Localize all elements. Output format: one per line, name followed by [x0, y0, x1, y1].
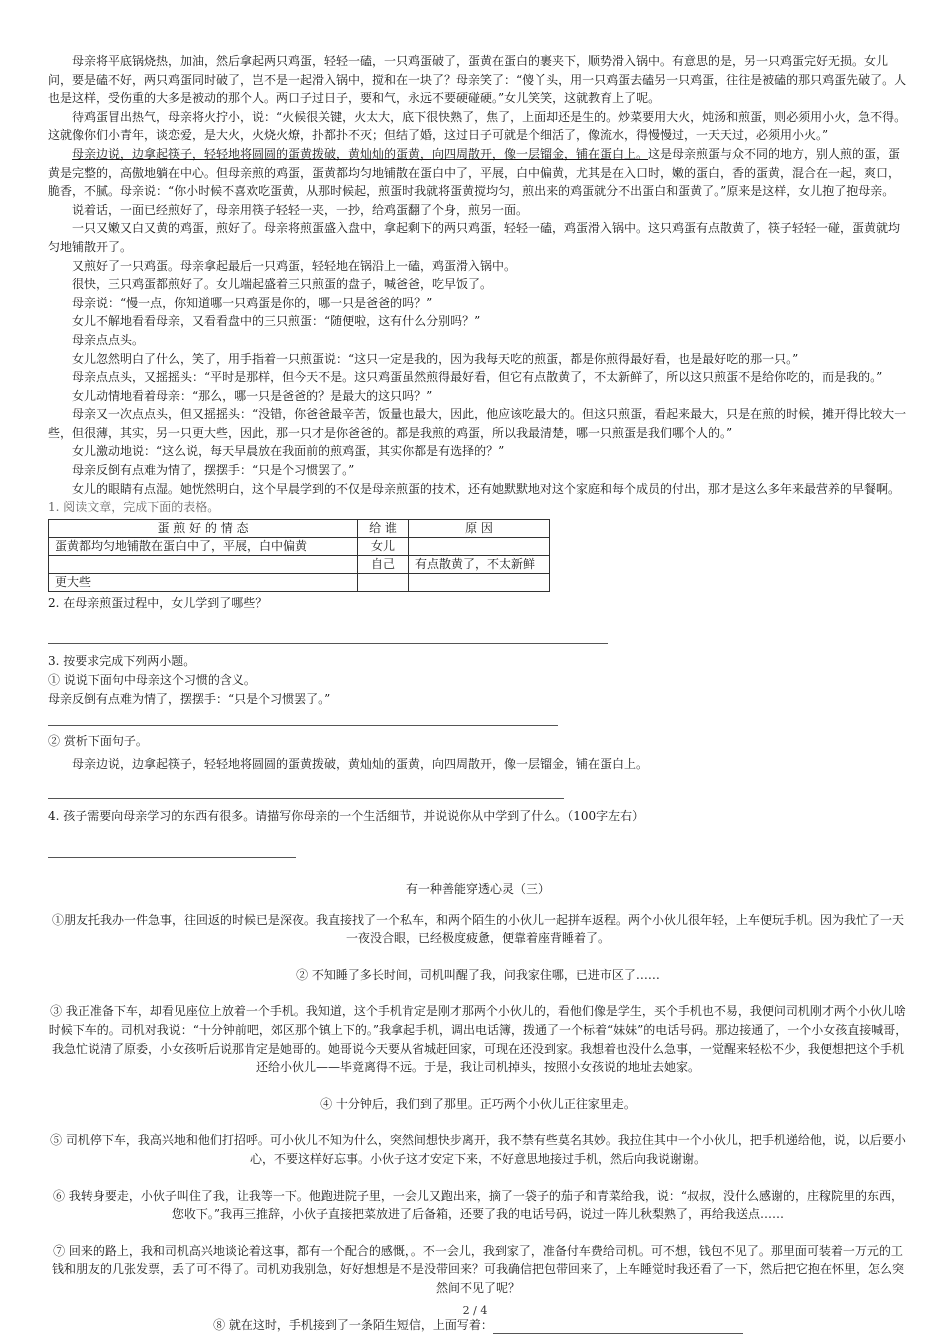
answer-blank[interactable]: [493, 1321, 743, 1334]
table-cell: 自己: [358, 555, 409, 573]
question-3-1: ① 说说下面句中母亲这个习惯的含义。: [48, 673, 256, 688]
table-cell[interactable]: [358, 573, 409, 591]
table-cell[interactable]: [409, 573, 550, 591]
question-3-1-quote: 母亲反倒有点难为情了，摆摆手：“只是个习惯罢了。”: [48, 691, 331, 706]
answer-line[interactable]: [48, 642, 608, 644]
story2-paragraph-4: ④ 十分钟后，我们到了那里。正巧两个小伙儿正往家里走。: [320, 1096, 636, 1111]
table-cell: 有点散黄了，不太新鲜: [409, 555, 550, 573]
table-header-cell: 给 谁: [358, 519, 409, 537]
story-paragraph-4: 说着话，一面已经煎好了，母亲用筷子轻轻一夹，一抄，给鸡蛋翻了个身，煎另一面。: [72, 202, 529, 217]
answer-line[interactable]: [48, 724, 558, 726]
question-3: 3. 按要求完成下列两小题。: [48, 654, 196, 669]
story-paragraph-9: 女儿不解地看看母亲，又看看盘中的三只煎蛋：“随便啦，这有什么分别吗？”: [72, 314, 481, 329]
story-paragraph-14: 母亲又一次点点头，但又摇摇头：“没错，你爸爸最辛苦，饭量也最大，因此，他应该吃最大的。但这只煎蛋，看起来最大，只是在煎的时候，摊开得比较大一些，但很薄，其实，另一只更大些，因此，那一只才是你爸爸的。都是我煎的鸡蛋，所以我最清楚，哪一只煎蛋是我们哪个人的。”: [48, 407, 907, 440]
story2-paragraph-8: [48, 1316, 908, 1335]
table-cell[interactable]: [49, 555, 358, 573]
story-paragraph-1: 母亲将平底锅烧热，加油，然后拿起两只鸡蛋，轻轻一磕，一只鸡蛋破了，蛋黄在蛋白的裹夹下，顺势滑入锅中。有意思的是，另一只鸡蛋完好无损。女儿问，要是磕不好，两只鸡蛋同时破了，岂不是一起滑入锅中，搅和在一块了？母亲笑了：“傻丫头，用一只鸡蛋去磕另一只鸡蛋，往往是被磕的那只鸡蛋先破了。人也是这样，受伤重的大多是被动的那个人。两口子过日子，要和气，永远不要硬碰硬。”女儿笑笑，这就教育上了呢。: [48, 54, 907, 106]
table-cell: 更大些: [49, 573, 358, 591]
question-2: 2. 在母亲煎蛋过程中，女儿学到了哪些？: [48, 595, 268, 610]
story2-title: 有一种善能穿透心灵（三）: [405, 882, 550, 896]
table-cell: 女儿: [358, 537, 409, 555]
story2-paragraph-6: ⑥ 我转身要走，小伙子叫住了我，让我等一下。他跑进院子里，一会儿又跑出来，摘了一袋子的茄子和青菜给我，说：“叔叔，没什么感谢的，庄稼院里的东西，您收下。”我再三推辞，小伙子直接把菜放进了后备箱，还要了我的电话号码，说过一阵儿秋梨熟了，再给我送点……: [53, 1188, 903, 1222]
question-3-2: ② 赏析下面句子。: [48, 734, 148, 749]
question-1: 1. 阅读文章，完成下面的表格。: [48, 500, 220, 515]
story-paragraph-10: 母亲点点头。: [72, 332, 145, 347]
table-cell: 蛋黄都均匀地铺散在蛋白中了，平展，白中偏黄: [49, 537, 358, 555]
story-paragraph-13: 女儿动情地看着母亲：“那么，哪一只是爸爸的？是最大的这只吗？”: [72, 388, 433, 403]
story-paragraph-15: 女儿激动地说：“这么说，每天早晨放在我面前的煎鸡蛋，其实你都是有选择的？”: [72, 444, 505, 459]
story-paragraph-16: 母亲反倒有点难为情了，摆摆手：“只是个习惯罢了。”: [72, 463, 355, 478]
story2-paragraph-5: ⑤ 司机停下车，我高兴地和他们打招呼。可小伙儿不知为什么，突然间想快步离开，我不禁有些莫名其妙。我拉住其中一个小伙儿，把手机递给他，说，以后要小心，不要这样好忘事。小伙子这才安定下来，不好意思地接过手机，然后向我说谢谢。: [50, 1133, 906, 1166]
story-paragraph-3: [48, 145, 908, 201]
table-header-cell: 原 因: [409, 519, 550, 537]
story-paragraph-17: 女儿的眼睛有点湿。她恍然明白，这个早晨学到的不仅是母亲煎蛋的技术，还有她默默地对这个家庭和每个成员的付出，那才是这么多年来最营养的早餐啊。: [72, 481, 901, 496]
story2-paragraph-1: ①朋友托我办一件急事，往回返的时候已是深夜。我直接找了一个私车，和两个陌生的小伙儿一起拼车返程。两个小伙儿很年轻，上车便玩手机。因为我忙了一天一夜没合眼，已经极度疲惫，便靠着座背睡着了。: [51, 912, 904, 946]
table-header-cell: 蛋 煎 好 的 情 态: [49, 519, 358, 537]
document-page: [48, 52, 908, 1334]
answer-table: [48, 519, 550, 592]
story2-paragraph-8-text: ⑧ 就在这时，手机接到了一条陌生短信，上面写着：: [213, 1317, 493, 1332]
story2-paragraph-3: ③ 我正准备下车，却看见座位上放着一个手机。我知道，这个手机肯定是刚才那两个小伙儿的，看他们像是学生，买个手机也不易，我便问司机刚才两个小伙儿啥时候下车的。司机对我说：“十分钟前吧，郊区那个镇上下的。”我拿起手机，调出电话簿，拨通了一个标着“妹妹”的电话号码。那边接通了，一个小女孩直接喊哥，我急忙说清了原委，小女孩听后说那肯定是她哥的。她哥说今天要从省城赶回家，可现在还没到家。我想着也没什么急事，一觉醒来轻松不少，我便想把这个手机还给小伙儿——毕竟离得不远。于是，我让司机掉头，按照小女孩说的地址去她家。: [48, 1004, 908, 1075]
story-paragraph-3-rest: 这是母亲煎蛋与众不同的地方，别人煎的蛋，蛋黄是完整的，高傲地躺在中心。但母亲煎的鸡蛋，蛋黄都均匀地铺散在蛋白中了，平展，白中偏黄，尤其是在入口时，嫩的蛋白，香的蛋黄，混合在一起，爽口，脆香，不腻。母亲说：“你小时候不喜欢吃蛋黄，从那时候起，煎蛋时我就将蛋黄搅均匀，煎出来的鸡蛋就分不出蛋白和蛋黄了。”原来是这样，女儿抱了抱母亲。: [48, 146, 901, 199]
story-paragraph-8: 母亲说：“慢一点，你知道哪一只鸡蛋是你的，哪一只是爸爸的吗？”: [72, 295, 433, 310]
story2-paragraph-2: ② 不知睡了多长时间，司机叫醒了我，问我家住哪，已进市区了……: [296, 967, 660, 982]
answer-line[interactable]: [48, 856, 296, 858]
story-paragraph-7: 很快，三只鸡蛋都煎好了。女儿端起盛着三只煎蛋的盘子，喊爸爸，吃早饭了。: [72, 277, 493, 292]
story-paragraph-6: 又煎好了一只鸡蛋。母亲拿起最后一只鸡蛋，轻轻地在锅沿上一磕，鸡蛋滑入锅中。: [72, 258, 517, 273]
story-paragraph-12: 母亲点点头，又摇摇头：“平时是那样，但今天不是。这只鸡蛋虽然煎得最好看，但它有点散黄了，不太新鲜了，所以这只煎蛋不是给你吃的，而是我的。”: [72, 370, 883, 385]
answer-line[interactable]: [48, 797, 564, 799]
story-paragraph-5: 一只又嫩又白又黄的鸡蛋，煎好了。母亲将煎蛋盛入盘中，拿起剩下的两只鸡蛋，轻轻一磕，鸡蛋滑入锅中。这只鸡蛋有点散黄了，筷子轻轻一碰，蛋黄就均匀地铺散开了。: [48, 221, 901, 254]
table-cell[interactable]: [409, 537, 550, 555]
table-row: [49, 573, 550, 591]
table-header-row: [49, 519, 550, 537]
table-row: [49, 555, 550, 573]
question-4: 4. 孩子需要向母亲学习的东西有很多。请描写你母亲的一个生活细节，并说说你从中学到了什么。（100字左右）: [48, 809, 645, 824]
page-number: 2 / 4: [462, 1304, 488, 1317]
story-paragraph-11: 女儿忽然明白了什么，笑了，用手指着一只煎蛋说：“这只一定是我的，因为我每天吃的煎蛋，都是你煎得最好看，也是最好吃的那一只。”: [72, 351, 799, 366]
table-row: [49, 537, 550, 555]
question-3-2-quote: 母亲边说，边拿起筷子，轻轻地将圆圆的蛋黄拨破，黄灿灿的蛋黄，向四周散开，像一层镏金，铺在蛋白上。: [72, 756, 649, 771]
story2-paragraph-7: ⑦ 回来的路上，我和司机高兴地谈论着这事，都有一个配合的感慨，。不一会儿，我到家了，准备付车费给司机。可不想，钱包不见了。那里面可装着一万元的工钱和朋友的几张发票，丢了可不得了。司机劝我别急，好好想想是不是没带回来？可我确信把包带回来了，上车睡觉时我还看了一下，然后把它抱在怀里，怎么突然间不见了呢？: [51, 1243, 904, 1295]
underlined-sentence: 母亲边说，边拿起筷子，轻轻地将圆圆的蛋黄拨破，黄灿灿的蛋黄，向四周散开，像一层镏金，铺在蛋白上。: [72, 146, 649, 161]
story-paragraph-2: 待鸡蛋冒出热气，母亲将火拧小，说：“火候很关键，火太大，底下很快熟了，焦了，上面却还是生的。炒菜要用大火，炖汤和煎蛋，则必须用小火，急不得。这就像你们小青年，谈恋爱，是大火，火烧火燎，扑都扑不灭；但结了婚，这过日子可就是个细活了，像流水，得慢慢过，一天天过，必须用小火。”: [48, 109, 907, 143]
